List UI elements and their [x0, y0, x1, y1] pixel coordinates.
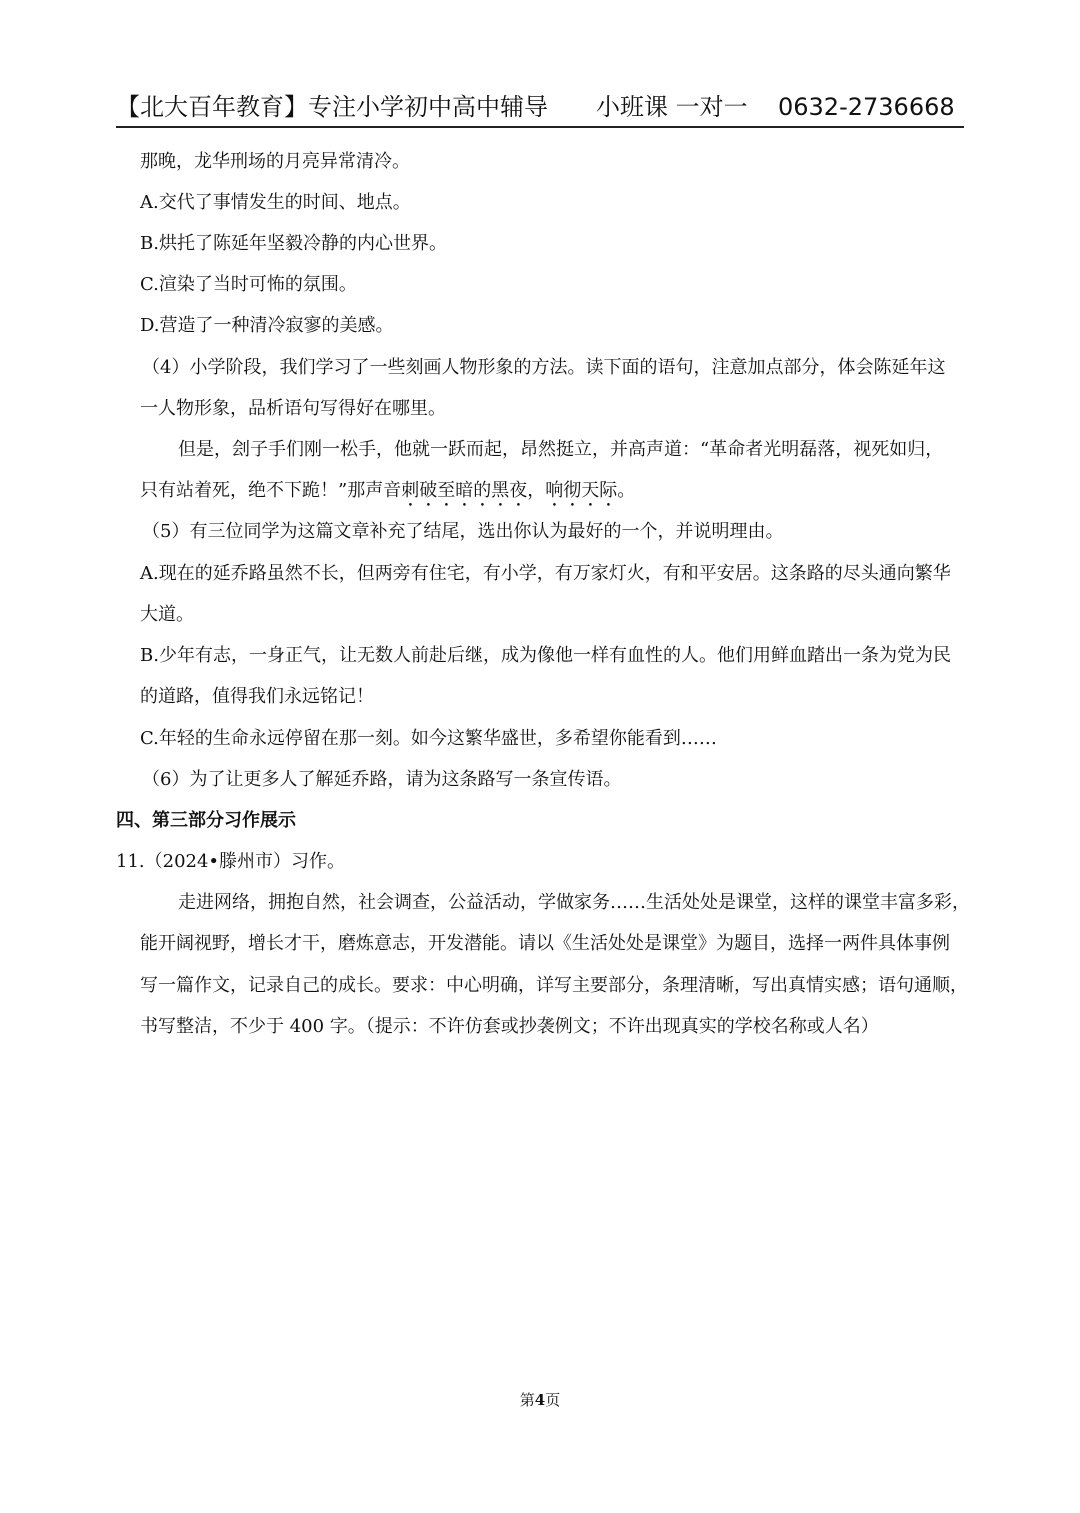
emphasized-text: 刺破至暗的黑夜: [401, 480, 528, 501]
question-6: （6）为了让更多人了解延乔路，请为这条路写一条宣传语。: [142, 769, 622, 790]
q5-option-c: C.年轻的生命永远停留在那一刻。如今这繁华盛世，多希望你能看到……: [140, 728, 717, 749]
option-b: B.烘托了陈延年坚毅冷静的内心世界。: [140, 233, 447, 254]
question-11: 11.（2024•滕州市）习作。: [116, 851, 346, 872]
option-a: A.交代了事情发生的时间、地点。: [140, 192, 411, 213]
quote-text: ，: [527, 480, 546, 501]
footer-suffix: 页: [545, 1391, 561, 1409]
q5-option-a-line2: 大道。: [140, 604, 194, 625]
header-brand: 【北大百年教育】专注小学初中高中辅导: [116, 93, 548, 121]
essay-line3: 写一篇作文，记录自己的成长。要求：中心明确，详写主要部分，条理清晰，写出真情实感；语句通顺，: [140, 975, 968, 996]
q5-option-b-line2: 的道路，值得我们永远铭记！: [140, 686, 374, 707]
text-line: 那晚，龙华刑场的月亮异常清冷。: [140, 151, 410, 172]
option-c: C.渲染了当时可怖的氛围。: [140, 274, 357, 295]
page-footer: [0, 1390, 1080, 1410]
header-phone: 0632-2736668: [778, 93, 955, 121]
essay-line4: 书写整洁，不少于 400 字。（提示：不许仿套或抄袭例文；不许出现真实的学校名称或人名）: [140, 1016, 879, 1037]
quote-line2: [140, 479, 635, 511]
question-4-line2: 一人物形象，品析语句写得好在哪里。: [140, 398, 446, 419]
essay-line2: 能开阔视野，增长才干，磨炼意志，开发潜能。请以《生活处处是课堂》为题目，选择一两件具体事例: [140, 933, 950, 954]
emphasized-text: 响彻天际: [545, 480, 618, 501]
footer-prefix: 第: [519, 1391, 535, 1409]
question-4-line1: （4）小学阶段，我们学习了一些刻画人物形象的方法。读下面的语句，注意加点部分，体会陈延年这: [142, 357, 946, 378]
q5-option-b-line1: B.少年有志，一身正气，让无数人前赴后继，成为像他一样有血性的人。他们用鲜血踏出一条为党为民: [140, 645, 951, 666]
q5-option-a-line1: A.现在的延乔路虽然不长，但两旁有住宅，有小学，有万家灯火，有和平安居。这条路的尽头通向繁华: [140, 563, 951, 584]
section-heading: 四、第三部分习作展示: [116, 810, 296, 831]
page-header: [116, 90, 964, 128]
question-5: （5）有三位同学为这篇文章补充了结尾，选出你认为最好的一个，并说明理由。: [142, 521, 784, 542]
essay-line1: 走进网络，拥抱自然，社会调查，公益活动，学做家务……生活处处是课堂，这样的课堂丰富多彩，: [178, 892, 970, 913]
quote-line1: 但是，刽子手们刚一松手，他就一跃而起，昂然挺立，并高声道：“革命者光明磊落，视死如归，: [178, 439, 944, 460]
quote-text: 。: [617, 480, 636, 501]
quote-text: 只有站着死，绝不下跪！”那声音: [140, 480, 402, 501]
page-number: 4: [534, 1391, 546, 1409]
header-classes: 小班课 一对一: [596, 93, 748, 121]
option-d: D.营造了一种清冷寂寥的美感。: [140, 315, 394, 336]
